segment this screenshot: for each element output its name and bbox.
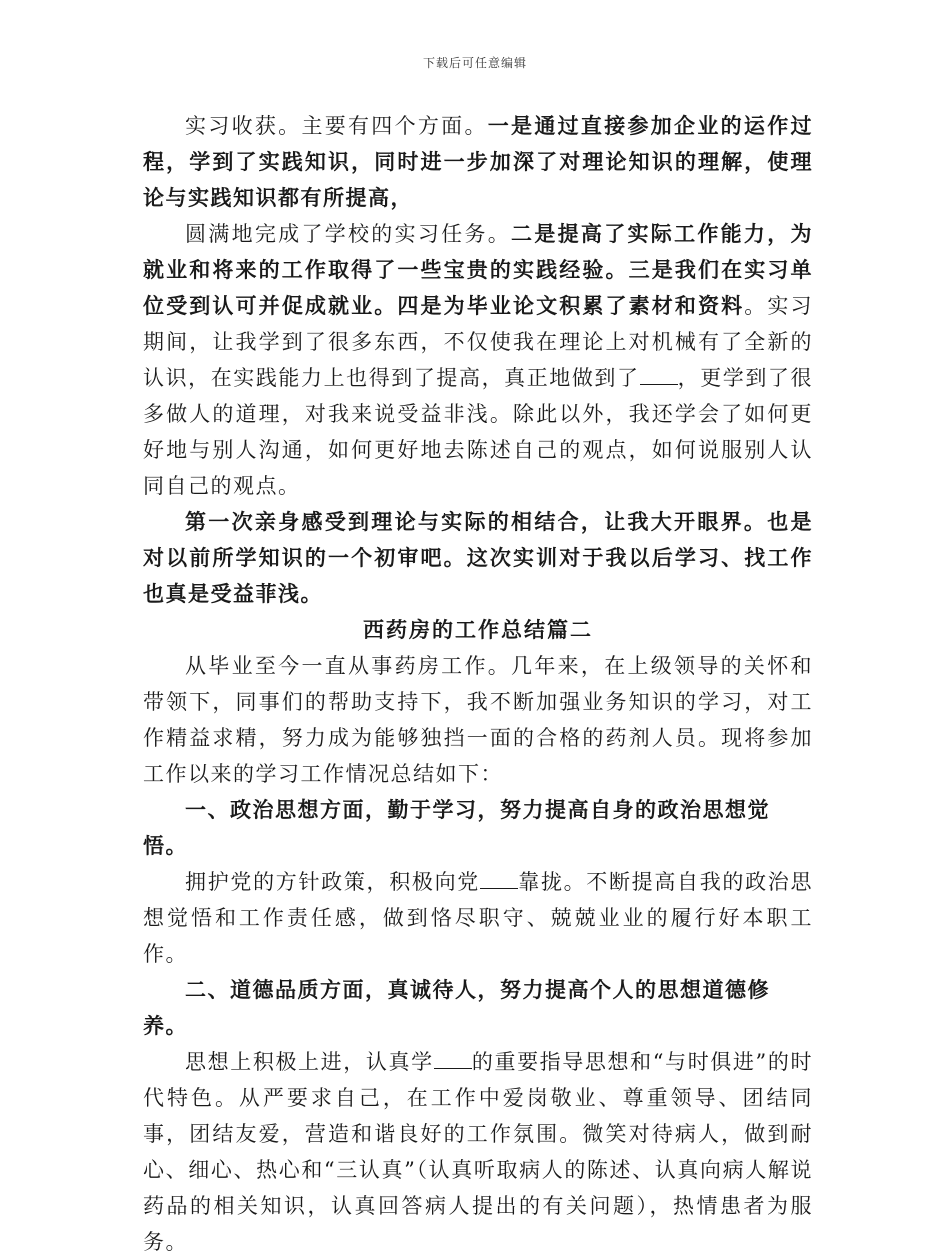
fill-blank	[480, 870, 518, 889]
text-normal: 的重要指导思想和“与时俱进”的时代特色。从严要求自己，在工作中爱岗敬业、尊重领导、团结同事，团结友爱，营造和谐良好的工作氛围。微笑对待病人，做到耐心、细心、热心和“三认真”（认真听取病人的陈述、认真向病人解说药品的相关知识，认真回答病人提出的有关问题），热情患者为服务。	[143, 1050, 813, 1254]
paragraph-political	[143, 864, 813, 972]
heading-moral: 二、道德品质方面，真诚待人，努力提高个人的思想道德修养。	[143, 977, 770, 1038]
text-normal: 。实习期间，让我学到了很多东西，不仅使我在理论上对机械有了全新的认识，在实践能力上也得到了提高，真正地做到了	[143, 294, 813, 390]
document-body	[143, 108, 813, 1260]
section-title: 西药房的工作总结篇二	[363, 617, 593, 642]
page-header: 下载后可任意编辑	[422, 56, 527, 70]
text-bold: 二是提高了实际工作能力，为就业和将来的工作取得了一些宝贵的实践经验。三是我们在实习单位受到认可并促成就业。四是为毕业论文积累了素材和资料	[143, 221, 814, 318]
fill-blank	[434, 1050, 472, 1069]
paragraph-moral	[143, 1044, 813, 1260]
paragraph-achievements	[143, 216, 813, 504]
fill-blank	[640, 366, 678, 385]
paragraph-internship-gains	[143, 108, 813, 216]
paragraph-intro: 从毕业至今一直从事药房工作。几年来，在上级领导的关怀和带领下，同事们的帮助支持下，我不断加强业务知识的学习，对工作精益求精，努力成为能够独挡一面的合格的药剂人员。现将参加工作以来的学习工作情况总结如下：	[143, 654, 813, 786]
text-normal: ，更学到了很多做人的道理，对我来说受益非浅。除此以外，我还学会了如何更好地与别人沟通，如何更好地去陈述自己的观点，如何说服别人认同自己的观点。	[143, 366, 814, 498]
paragraph-first-experience: 第一次亲身感受到理论与实际的相结合，让我大开眼界。也是对以前所学知识的一个初审吧。这次实训对于我以后学习、找工作也真是受益菲浅。	[143, 509, 813, 606]
text-normal: 圆满地完成了学校的实习任务。	[185, 222, 512, 246]
text-normal: 实习收获。主要有四个方面。	[185, 114, 488, 138]
text-normal: 思想上积极上进，认真学	[185, 1050, 434, 1074]
text-normal: 拥护党的方针政策，积极向党	[185, 870, 480, 894]
heading-political: 一、政治思想方面，勤于学习，努力提高自身的政治思想觉悟。	[143, 797, 770, 858]
text-normal: 靠拢。不断提高自我的政治思想觉悟和工作责任感，做到恪尽职守、兢兢业业的履行好本职工作。	[143, 870, 813, 966]
text-bold: 一是通过直接参加企业的运作过程，学到了实践知识，同时进一步加深了对理论知识的理解，使理论与实践知识都有所提高，	[143, 113, 813, 210]
